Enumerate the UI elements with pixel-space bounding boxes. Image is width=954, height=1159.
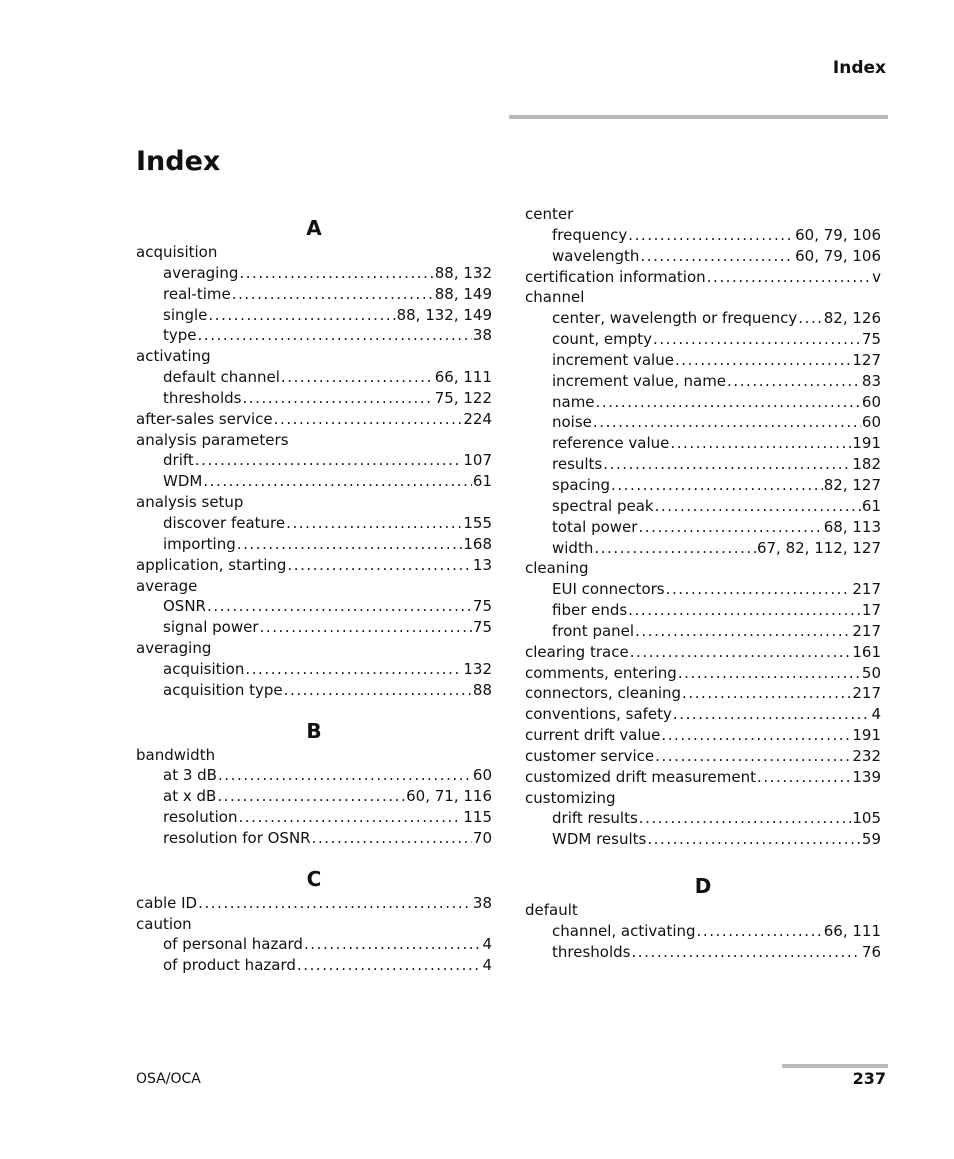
- index-term: bandwidth: [136, 745, 216, 764]
- index-entry: [136, 893, 492, 914]
- index-page-refs: 50: [861, 663, 881, 682]
- index-page-refs: 139: [852, 767, 881, 786]
- dot-leader: [670, 433, 851, 454]
- index-term: conventions, safety: [525, 705, 672, 724]
- dot-leader: [286, 513, 462, 534]
- index-term: default: [525, 901, 578, 920]
- index-page-refs: 217: [852, 621, 881, 640]
- header-section-label: Index: [832, 58, 886, 78]
- index-entry: [136, 409, 492, 430]
- dot-leader: [287, 555, 471, 576]
- index-column-left: [136, 214, 492, 976]
- index-letter-heading: D: [694, 874, 712, 899]
- index-term: average: [136, 576, 198, 595]
- index-term: WDM results: [552, 830, 647, 849]
- dot-leader: [207, 596, 472, 617]
- dot-leader: [203, 471, 472, 492]
- index-term: results: [552, 455, 603, 474]
- index-page-refs: 68, 113: [823, 517, 881, 536]
- dot-leader: [757, 767, 851, 788]
- index-page-refs: 75, 122: [434, 388, 492, 407]
- index-page-refs: 38: [472, 326, 492, 345]
- index-subentry: [525, 246, 881, 267]
- index-term: thresholds: [552, 942, 631, 961]
- index-page-refs: 88, 132, 149: [396, 305, 492, 324]
- index-page-refs: 60: [861, 413, 881, 432]
- index-subentry: [525, 308, 881, 329]
- index-subentry: [525, 454, 881, 475]
- index-entry: [136, 430, 492, 451]
- index-entry: [525, 267, 881, 288]
- index-subentry: [136, 534, 492, 555]
- index-term: channel: [525, 288, 585, 307]
- index-term: comments, entering: [525, 663, 677, 682]
- index-term: acquisition type: [163, 680, 283, 699]
- index-subentry: [136, 263, 492, 284]
- index-term: cable ID: [136, 893, 198, 912]
- header-rule: [509, 115, 888, 119]
- index-subentry: [136, 828, 492, 849]
- index-page-refs: 4: [871, 705, 881, 724]
- index-term: averaging: [163, 263, 239, 282]
- index-letter-heading: B: [306, 718, 322, 743]
- index-subentry: [525, 371, 881, 392]
- index-entry: [525, 642, 881, 663]
- index-term: front panel: [552, 621, 635, 640]
- dot-leader: [697, 921, 823, 942]
- index-term: connectors, cleaning: [525, 684, 682, 703]
- index-subentry: [525, 579, 881, 600]
- index-subentry: [136, 305, 492, 326]
- dot-leader: [655, 496, 861, 517]
- index-term: analysis setup: [136, 493, 244, 512]
- index-subentry: [136, 955, 492, 976]
- index-page-refs: 217: [852, 684, 881, 703]
- dot-leader: [707, 267, 871, 288]
- index-term: discover feature: [163, 513, 286, 532]
- dot-leader: [593, 412, 861, 433]
- index-term: acquisition: [136, 243, 218, 261]
- index-page-refs: 60: [472, 766, 492, 785]
- index-term: OSNR: [163, 597, 206, 616]
- index-term: count, empty: [552, 330, 652, 349]
- index-term: drift: [163, 451, 194, 470]
- index-entry: [525, 767, 881, 788]
- index-term: application, starting: [136, 555, 287, 574]
- index-page-refs: 83: [861, 371, 881, 390]
- index-page-refs: 59: [861, 830, 881, 849]
- index-term: thresholds: [163, 388, 242, 407]
- index-subentry: [136, 513, 492, 534]
- index-subentry: [525, 392, 881, 413]
- index-page-refs: 60, 71, 116: [406, 787, 492, 806]
- dot-leader: [653, 329, 861, 350]
- index-term: analysis parameters: [136, 430, 289, 449]
- dot-leader: [630, 642, 852, 663]
- index-page-refs: 224: [463, 409, 492, 428]
- index-term: fiber ends: [552, 601, 628, 620]
- index-page-refs: 155: [463, 513, 492, 532]
- dot-leader: [666, 579, 852, 600]
- index-page-refs: 4: [482, 935, 492, 954]
- index-entry: [136, 914, 492, 935]
- dot-leader: [237, 534, 463, 555]
- dot-leader: [631, 942, 860, 963]
- index-page-refs: 61: [472, 472, 492, 491]
- index-term: of personal hazard: [163, 935, 303, 954]
- index-entry: [136, 555, 492, 576]
- index-page-refs: 161: [852, 642, 881, 661]
- index-page-refs: 75: [861, 330, 881, 349]
- index-term: after-sales service: [136, 409, 273, 428]
- index-term: noise: [552, 413, 592, 432]
- dot-leader: [596, 392, 861, 413]
- index-term: clearing trace: [525, 642, 629, 661]
- dot-leader: [242, 388, 433, 409]
- index-page-refs: 75: [472, 597, 492, 616]
- dot-leader: [727, 371, 861, 392]
- index-subentry: [525, 921, 881, 942]
- index-term: customized drift measurement: [525, 767, 756, 786]
- index-page-refs: 82, 127: [823, 475, 881, 494]
- index-term: of product hazard: [163, 956, 296, 975]
- index-entry: [136, 638, 492, 659]
- index-term: caution: [136, 914, 192, 933]
- index-subentry: [525, 942, 881, 963]
- index-page-refs: 38: [472, 893, 492, 912]
- dot-leader: [682, 683, 851, 704]
- index-page-refs: 88, 132: [434, 263, 492, 282]
- dot-leader: [238, 807, 462, 828]
- index-term: total power: [552, 517, 638, 536]
- index-term: increment value: [552, 350, 674, 369]
- footer-product: OSA/OCA: [136, 1071, 201, 1087]
- index-subentry: [525, 538, 881, 559]
- dot-leader: [245, 659, 462, 680]
- index-subentry: [525, 433, 881, 454]
- index-page-refs: 76: [861, 942, 881, 961]
- index-page-refs: 105: [852, 809, 881, 828]
- index-page-refs: 217: [852, 580, 881, 599]
- page-title: Index: [136, 146, 221, 177]
- dot-leader: [594, 538, 756, 559]
- index-term: at x dB: [163, 787, 217, 806]
- index-term: increment value, name: [552, 371, 727, 390]
- index-page-refs: 66, 111: [434, 368, 492, 387]
- index-subentry: [525, 621, 881, 642]
- index-column-right: [525, 204, 881, 963]
- dot-leader: [639, 808, 852, 829]
- index-term: at 3 dB: [163, 766, 217, 785]
- index-page-refs: 82, 126: [823, 309, 881, 328]
- index-page-refs: 70: [472, 828, 492, 847]
- dot-leader: [611, 475, 823, 496]
- dot-leader: [232, 284, 434, 305]
- index-page-refs: 4: [482, 956, 492, 975]
- dot-leader: [640, 246, 794, 267]
- index-term: activating: [136, 347, 211, 366]
- index-subentry: [525, 225, 881, 246]
- section-spacer: [136, 701, 492, 717]
- dot-leader: [198, 893, 472, 914]
- section-spacer: [525, 850, 881, 872]
- index-subentry: [136, 934, 492, 955]
- index-term: center, wavelength or frequency: [552, 309, 798, 328]
- index-subentry: [525, 808, 881, 829]
- index-entry: [136, 346, 492, 367]
- index-term: certification information: [525, 267, 706, 286]
- index-subentry: [525, 329, 881, 350]
- index-entry: [525, 204, 881, 225]
- index-page-refs: 17: [861, 601, 881, 620]
- index-term: reference value: [552, 434, 670, 453]
- index-term: customer service: [525, 746, 655, 765]
- index-entry: [525, 558, 881, 579]
- index-entry: [525, 683, 881, 704]
- dot-leader: [678, 663, 861, 684]
- index-entry: [136, 576, 492, 597]
- dot-leader: [274, 409, 463, 430]
- index-term: drift results: [552, 809, 638, 828]
- index-term: EUI connectors: [552, 580, 665, 599]
- dot-leader: [208, 305, 395, 326]
- index-page-refs: 75: [472, 618, 492, 637]
- index-page-refs: 60, 79, 106: [795, 246, 881, 265]
- index-subentry: [525, 412, 881, 433]
- index-entry: [136, 492, 492, 513]
- index-term: WDM: [163, 472, 203, 491]
- index-term: frequency: [552, 225, 628, 244]
- index-subentry: [525, 600, 881, 621]
- index-term: default channel: [163, 368, 280, 387]
- dot-leader: [284, 680, 472, 701]
- index-page-refs: 61: [861, 496, 881, 515]
- index-page-refs: 182: [852, 455, 881, 474]
- index-page-refs: 60, 79, 106: [795, 225, 881, 244]
- index-subentry: [136, 367, 492, 388]
- dot-leader: [297, 955, 482, 976]
- index-page-refs: 67, 82, 112, 127: [756, 538, 881, 557]
- dot-leader: [661, 725, 851, 746]
- dot-leader: [675, 350, 851, 371]
- index-page-refs: v: [872, 267, 881, 286]
- index-term: channel, activating: [552, 922, 696, 940]
- index-subentry: [136, 659, 492, 680]
- section-spacer: [136, 849, 492, 865]
- index-term: resolution: [163, 808, 238, 827]
- dot-leader: [218, 765, 472, 786]
- dot-leader: [798, 308, 822, 329]
- index-subentry: [136, 786, 492, 807]
- dot-leader: [239, 263, 433, 284]
- index-subentry: [136, 617, 492, 638]
- index-term: averaging: [136, 639, 212, 658]
- index-subentry: [136, 388, 492, 409]
- index-term: wavelength: [552, 246, 640, 265]
- dot-leader: [217, 786, 405, 807]
- index-page-refs: 127: [852, 350, 881, 369]
- index-term: cleaning: [525, 559, 589, 578]
- index-page-refs: 60: [861, 392, 881, 411]
- index-term: single: [163, 305, 208, 324]
- dot-leader: [628, 600, 861, 621]
- index-page-refs: 232: [852, 746, 881, 765]
- dot-leader: [647, 829, 861, 850]
- dot-leader: [195, 450, 463, 471]
- dot-leader: [312, 828, 472, 849]
- index-subentry: [136, 596, 492, 617]
- index-entry: [525, 725, 881, 746]
- index-term: importing: [163, 534, 236, 553]
- index-page-refs: 191: [852, 726, 881, 745]
- index-entry: [525, 746, 881, 767]
- index-term: type: [163, 326, 197, 345]
- index-term: signal power: [163, 618, 259, 637]
- index-page-refs: 191: [852, 434, 881, 453]
- dot-leader: [198, 325, 472, 346]
- footer-rule: [782, 1064, 888, 1068]
- dot-leader: [673, 704, 871, 725]
- index-term: customizing: [525, 788, 616, 807]
- index-subentry: [525, 517, 881, 538]
- index-term: name: [552, 392, 595, 411]
- index-page-refs: 132: [463, 659, 492, 678]
- index-page-refs: 88, 149: [434, 284, 492, 303]
- index-page-refs: 66, 111: [823, 922, 881, 940]
- index-page-refs: 115: [463, 808, 492, 827]
- index-page-refs: 13: [472, 555, 492, 574]
- dot-leader: [281, 367, 434, 388]
- index-subentry: [136, 680, 492, 701]
- index-term: spectral peak: [552, 496, 654, 515]
- index-page-refs: 88: [472, 680, 492, 699]
- index-subentry: [136, 284, 492, 305]
- index-term: real-time: [163, 284, 231, 303]
- index-subentry: [525, 350, 881, 371]
- dot-leader: [628, 225, 794, 246]
- dot-leader: [655, 746, 851, 767]
- index-subentry: [136, 450, 492, 471]
- dot-leader: [635, 621, 851, 642]
- index-subentry: [525, 496, 881, 517]
- index-subentry: [136, 765, 492, 786]
- dot-leader: [260, 617, 472, 638]
- index-letter-heading: C: [306, 866, 322, 891]
- index-entry: [525, 900, 881, 921]
- index-entry: [136, 242, 492, 263]
- index-term: width: [552, 538, 594, 557]
- dot-leader: [638, 517, 822, 538]
- dot-leader: [304, 934, 481, 955]
- index-term: current drift value: [525, 726, 661, 745]
- index-entry: [525, 663, 881, 684]
- index-term: spacing: [552, 475, 610, 494]
- index-page-refs: 107: [463, 451, 492, 470]
- index-subentry: [525, 829, 881, 850]
- index-term: acquisition: [163, 659, 245, 678]
- index-subentry: [136, 807, 492, 828]
- index-entry: [525, 287, 881, 308]
- index-term: resolution for OSNR: [163, 828, 311, 847]
- index-term: center: [525, 205, 574, 223]
- dot-leader: [603, 454, 851, 475]
- index-entry: [136, 745, 492, 766]
- footer-page-number: 237: [852, 1069, 886, 1088]
- index-entry: [525, 788, 881, 809]
- index-subentry: [136, 471, 492, 492]
- index-letter-heading: A: [306, 216, 322, 240]
- index-page-refs: 168: [463, 534, 492, 553]
- index-subentry: [525, 475, 881, 496]
- index-subentry: [136, 325, 492, 346]
- index-entry: [525, 704, 881, 725]
